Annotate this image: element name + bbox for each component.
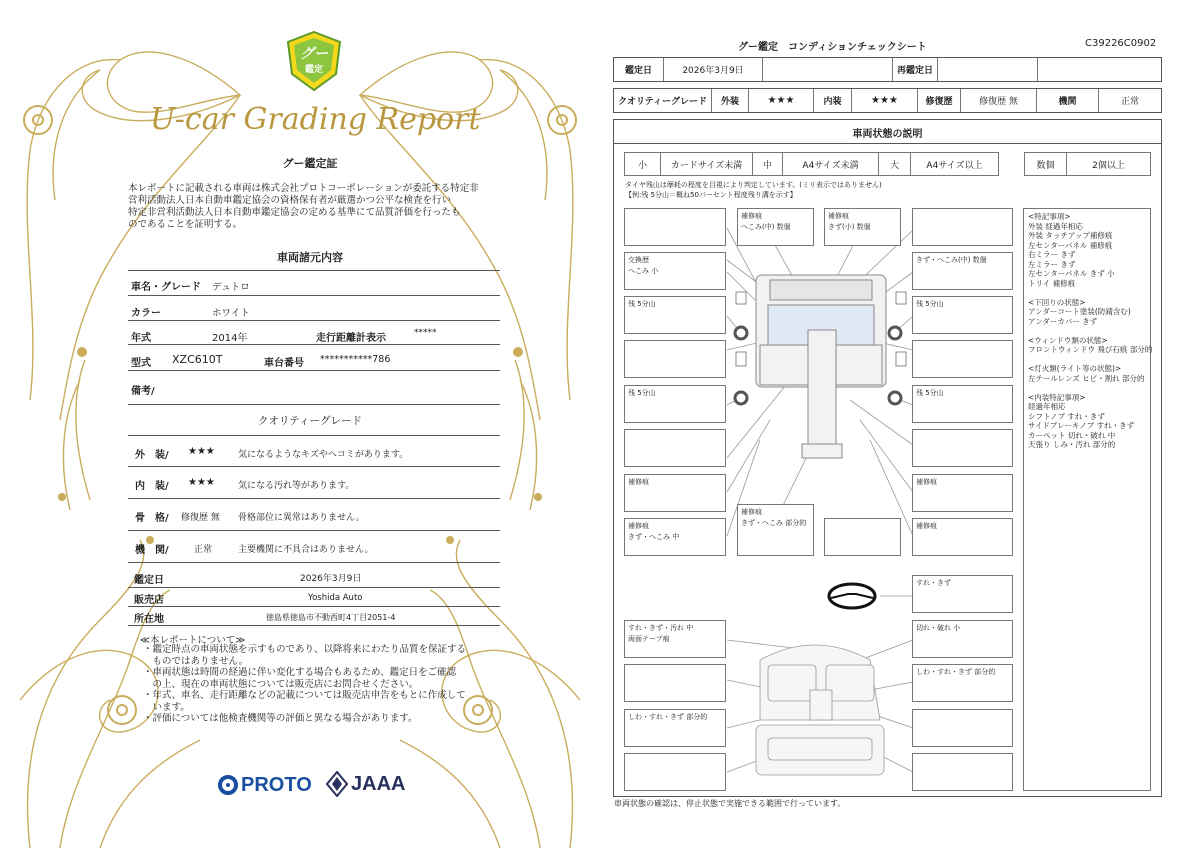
divider [128, 320, 500, 321]
damage-box: 補修痕 きず(小) 数個 [824, 208, 901, 246]
damage-box: 補修痕 きず・へこみ 部分的 [737, 504, 814, 556]
interior-box [624, 753, 726, 791]
sheet-code: C39226C0902 [1085, 38, 1157, 49]
damage-box: 補修痕 きず・へこみ 中 [624, 518, 726, 556]
tire-note: タイヤ残山は摩耗の程度を目視により判定しています。(ミリ表示ではありません) [625, 181, 882, 189]
proto-logo: PROTO [217, 773, 312, 797]
damage-box [624, 340, 726, 378]
year-value: 2014年 [212, 333, 248, 344]
header-row-grade: クオリティーグレード 外装 ★★★ 内装 ★★★ 修復歴 修復歴 無 機関 正常 [613, 88, 1162, 113]
tire-box: 残 5分山 [912, 296, 1013, 334]
logo-text-kantei: 鑑定 [304, 65, 323, 75]
goo-kantei-logo [286, 30, 342, 92]
interior-box: しわ・すれ・きず 部分的 [912, 664, 1013, 702]
mileage-value: ***** [414, 328, 437, 338]
damage-box: 補修痕 [912, 518, 1013, 556]
model-value: XZC610T [172, 353, 223, 366]
damage-box: きず・へこみ(中) 数個 [912, 252, 1013, 290]
sheet-title: グー鑑定 コンディションチェックシート [738, 42, 927, 53]
info-dealer-value: Yoshida Auto [308, 593, 363, 603]
divider [128, 530, 500, 531]
logo-text-goo: グー [300, 46, 328, 62]
interior-box: すれ・きず・汚れ 中 両面テープ痕 [624, 620, 726, 658]
tire-box: 残 5分山 [624, 296, 726, 334]
divider [128, 498, 500, 499]
certificate-text: 本レポートに記載される車両は株式会社プロトコーポレーションが委託する特定非 営利活動法人日本自動車鑑定協会の資格保有者が厳選かつ公平な検査を行い 特定非営利活動法人日本自動車鑑定協会の定める基準にて品質評価を行ったも のであることを証明する。 [128, 183, 479, 230]
tire-box: 残 5分山 [624, 385, 726, 423]
jaaa-logo: JAAA [326, 770, 405, 798]
count-legend: 数個 2個以上 [1024, 152, 1151, 176]
section-title: 車両状態の説明 [852, 129, 923, 140]
divider [128, 370, 500, 371]
mileage-label: 走行距離計表示 [316, 333, 386, 344]
damage-box [624, 208, 726, 246]
notice-list: ・鑑定時点の車両状態を示すものであり、以降将来にわたり品質を保証する ものではありません。 ・車両状態は時間の経過に伴い変化する場合もあるため、鑑定日をご確認 の上、現在の車両状態については販売店にお問合せください。 ・年式、車名、走行距離などの記載については販売店申告をもとに作成して います。 ・評価については他検査機関等の評価と異なる場合があります。 [143, 644, 467, 724]
damage-box: 交換歴 へこみ 小 [624, 252, 726, 290]
divider [128, 625, 500, 626]
info-address-label: 所在地 [134, 614, 164, 625]
damage-box [912, 340, 1013, 378]
divider [128, 466, 500, 467]
certificate-title: グー鑑定証 [282, 157, 338, 170]
color-label: カラー [131, 308, 161, 319]
interior-box: 切れ・破れ 小 [912, 620, 1013, 658]
tire-box: 残 5分山 [912, 385, 1013, 423]
chassis-label: 車台番号 [264, 358, 304, 369]
damage-box: 補修痕 へこみ(中) 数個 [737, 208, 814, 246]
notice-title: ≪本レポートについて≫ [140, 635, 246, 646]
interior-box [912, 753, 1013, 791]
interior-box [624, 664, 726, 702]
divider [128, 270, 500, 271]
name-value: デュトロ [212, 282, 250, 293]
steering-wheel-icon [829, 584, 875, 608]
divider [128, 344, 500, 345]
damage-box: 補修痕 [624, 474, 726, 512]
info-date-value: 2026年3月9日 [300, 574, 362, 584]
info-dealer-label: 販売店 [134, 595, 164, 606]
model-label: 型式 [131, 358, 151, 369]
divider [128, 606, 500, 607]
info-date-label: 鑑定日 [134, 575, 164, 586]
grade-title: クオリティーグレード [258, 415, 362, 427]
color-value: ホワイト [212, 308, 250, 319]
damage-box: 補修痕 [912, 474, 1013, 512]
damage-box [912, 208, 1013, 246]
interior-box [912, 709, 1013, 747]
footer-note: 車両状態の確認は、停止状態で実施できる範囲で行っています。 [614, 799, 846, 808]
jaaa-mark-icon [326, 771, 348, 797]
divider [128, 435, 500, 436]
interior-box: すれ・きず [912, 575, 1013, 613]
divider [128, 562, 500, 563]
info-address-value: 徳島県徳島市不動西町4丁目2051-4 [266, 613, 396, 622]
interior-box: しわ・すれ・きず 部分的 [624, 709, 726, 747]
tire-example: 【例:残 5分山＝概ね50パーセント程度残り溝を示す】 [625, 191, 797, 199]
remarks-text: <特記事項> 外装 経過年相応 外装 タッチアップ補修痕 左センターパネル 補修痕 右ミラー きず 左ミラー きず 左センターパネル きず 小 トリイ 補修痕 <下回りの状態> アンダーコート塗装(防錆含む) アンダーカバー きず <ウィンドウ類の状態> フロントウィンドウ 飛び石痕 部分的 <灯火類(ライト等の状態)> 左テールレンズ ヒビ・割れ 部分的 <内装特記事項> 経過年相応 シフトノブ すれ・きず サイドブレーキノブ すれ・きず カーペット 切れ・破れ 中 天張り しみ・汚れ 部分的 [1028, 212, 1153, 449]
remarks-panel [1023, 208, 1151, 791]
name-label: 車名・グレード [131, 282, 201, 293]
report-title: U-car Grading Report [150, 102, 481, 137]
chassis-value: ***********786 [320, 354, 391, 365]
notes-label: 備考/ [131, 386, 155, 397]
damage-box [912, 429, 1013, 467]
proto-mark-icon [217, 774, 239, 796]
size-legend: 小 カードサイズ未満 中 A4サイズ未満 大 A4サイズ以上 [624, 152, 999, 176]
spec-title: 車両諸元内容 [277, 251, 343, 264]
year-label: 年式 [131, 333, 151, 344]
header-row-date: 鑑定日 2026年3月9日 再鑑定日 [613, 57, 1162, 82]
divider [128, 587, 500, 588]
damage-box [624, 429, 726, 467]
divider [128, 404, 500, 405]
divider [128, 295, 500, 296]
damage-box [824, 518, 901, 556]
